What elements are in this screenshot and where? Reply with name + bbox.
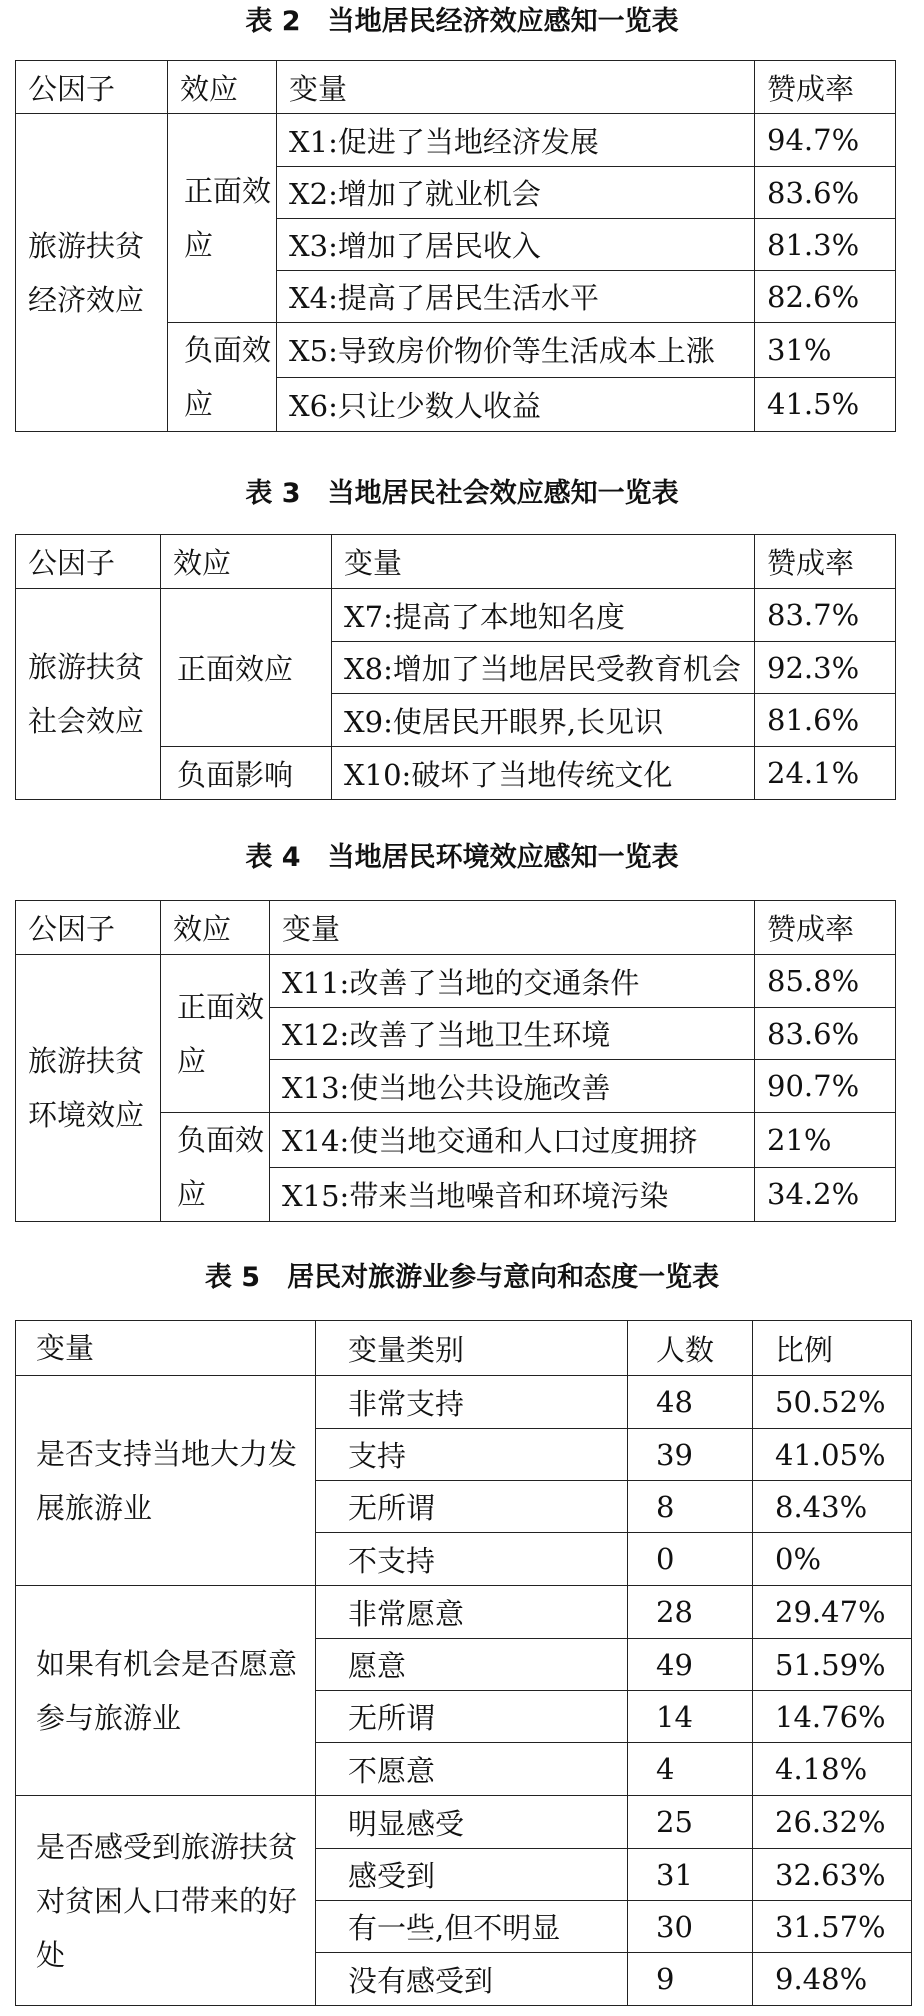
category-cell: 不愿意 (316, 1743, 628, 1796)
table2-header-row (16, 61, 896, 114)
effect-cell: 负面影响 (161, 747, 332, 800)
count-cell: 49 (628, 1639, 753, 1691)
rate-cell: 34.2% (755, 1167, 896, 1222)
header-count: 人数 (628, 1321, 753, 1376)
effect-cell: 负面效应 (168, 323, 277, 432)
rate-cell: 92.3% (755, 642, 896, 694)
ratio-cell: 4.18% (753, 1743, 912, 1796)
count-cell: 39 (628, 1429, 753, 1481)
ratio-cell: 0% (753, 1533, 912, 1586)
rate-cell: 21% (755, 1113, 896, 1168)
variable-cell: X2:增加了就业机会 (277, 167, 755, 219)
ratio-cell: 29.47% (753, 1586, 912, 1639)
category-cell: 无所谓 (316, 1481, 628, 1533)
variable-cell: 是否感受到旅游扶贫对贫困人口带来的好处 (16, 1796, 316, 2006)
category-cell: 没有感受到 (316, 1953, 628, 2006)
ratio-cell: 51.59% (753, 1639, 912, 1691)
ratio-cell: 31.57% (753, 1901, 912, 1953)
table-row (16, 589, 896, 642)
factor-cell: 旅游扶贫环境效应 (16, 955, 161, 1222)
header-effect: 效应 (161, 535, 332, 589)
header-rate: 赞成率 (755, 61, 896, 114)
count-cell: 28 (628, 1586, 753, 1639)
table3-header-row (16, 535, 896, 589)
variable-cell: X13:使当地公共设施改善 (270, 1060, 755, 1113)
effect-cell: 正面效应 (168, 114, 277, 323)
category-cell: 不支持 (316, 1533, 628, 1586)
header-variable: 变量 (16, 1321, 316, 1376)
count-cell: 48 (628, 1376, 753, 1429)
category-cell: 支持 (316, 1429, 628, 1481)
rate-cell: 24.1% (755, 747, 896, 800)
header-rate: 赞成率 (755, 535, 896, 589)
table4 (15, 900, 896, 1222)
header-effect: 效应 (161, 901, 270, 955)
rate-cell: 81.3% (755, 219, 896, 271)
rate-cell: 31% (755, 323, 896, 378)
rate-cell: 85.8% (755, 955, 896, 1008)
header-variable: 变量 (277, 61, 755, 114)
variable-cell: X14:使当地交通和人口过度拥挤 (270, 1113, 755, 1168)
effect-cell: 负面效应 (161, 1113, 270, 1222)
variable-cell: X4:提高了居民生活水平 (277, 271, 755, 323)
count-cell: 14 (628, 1691, 753, 1743)
count-cell: 25 (628, 1796, 753, 1849)
category-cell: 非常愿意 (316, 1586, 628, 1639)
table5 (15, 1320, 912, 2006)
category-cell: 感受到 (316, 1849, 628, 1901)
ratio-cell: 32.63% (753, 1849, 912, 1901)
variable-cell: X11:改善了当地的交通条件 (270, 955, 755, 1008)
header-factor: 公因子 (16, 901, 161, 955)
table-row (16, 1586, 912, 1639)
header-effect: 效应 (168, 61, 277, 114)
table-row (16, 1796, 912, 1849)
factor-cell: 旅游扶贫社会效应 (16, 589, 161, 800)
count-cell: 8 (628, 1481, 753, 1533)
variable-cell: 是否支持当地大力发展旅游业 (16, 1376, 316, 1586)
header-factor: 公因子 (16, 535, 161, 589)
table3 (15, 534, 896, 800)
effect-cell: 正面效应 (161, 589, 332, 747)
table-row (16, 1376, 912, 1429)
rate-cell: 41.5% (755, 377, 896, 432)
header-ratio: 比例 (753, 1321, 912, 1376)
ratio-cell: 41.05% (753, 1429, 912, 1481)
count-cell: 4 (628, 1743, 753, 1796)
table3-caption: 表 3 当地居民社会效应感知一览表 (245, 478, 679, 509)
table2 (15, 60, 896, 432)
rate-cell: 82.6% (755, 271, 896, 323)
ratio-cell: 26.32% (753, 1796, 912, 1849)
variable-cell: X15:带来当地噪音和环境污染 (270, 1167, 755, 1222)
ratio-cell: 9.48% (753, 1953, 912, 2006)
table5-header-row (16, 1321, 912, 1376)
table-row (16, 955, 896, 1008)
factor-cell: 旅游扶贫经济效应 (16, 114, 168, 432)
header-rate: 赞成率 (755, 901, 896, 955)
variable-cell: X12:改善了当地卫生环境 (270, 1008, 755, 1060)
table2-caption: 表 2 当地居民经济效应感知一览表 (245, 6, 679, 37)
rate-cell: 90.7% (755, 1060, 896, 1113)
category-cell: 无所谓 (316, 1691, 628, 1743)
rate-cell: 94.7% (755, 114, 896, 167)
ratio-cell: 8.43% (753, 1481, 912, 1533)
variable-cell: X1:促进了当地经济发展 (277, 114, 755, 167)
count-cell: 9 (628, 1953, 753, 2006)
variable-cell: X3:增加了居民收入 (277, 219, 755, 271)
variable-cell: X5:导致房价物价等生活成本上涨 (277, 323, 755, 378)
variable-cell: X6:只让少数人收益 (277, 377, 755, 432)
count-cell: 31 (628, 1849, 753, 1901)
rate-cell: 83.6% (755, 167, 896, 219)
table4-header-row (16, 901, 896, 955)
count-cell: 0 (628, 1533, 753, 1586)
variable-cell: X8:增加了当地居民受教育机会 (332, 642, 755, 694)
header-variable: 变量 (270, 901, 755, 955)
rate-cell: 81.6% (755, 694, 896, 747)
category-cell: 明显感受 (316, 1796, 628, 1849)
count-cell: 30 (628, 1901, 753, 1953)
ratio-cell: 50.52% (753, 1376, 912, 1429)
category-cell: 有一些,但不明显 (316, 1901, 628, 1953)
variable-cell: X7:提高了本地知名度 (332, 589, 755, 642)
header-variable: 变量 (332, 535, 755, 589)
variable-cell: X9:使居民开眼界,长见识 (332, 694, 755, 747)
category-cell: 愿意 (316, 1639, 628, 1691)
table-row (16, 114, 896, 167)
header-category: 变量类别 (316, 1321, 628, 1376)
variable-cell: 如果有机会是否愿意参与旅游业 (16, 1586, 316, 1796)
variable-cell: X10:破坏了当地传统文化 (332, 747, 755, 800)
table4-caption: 表 4 当地居民环境效应感知一览表 (245, 842, 679, 873)
header-factor: 公因子 (16, 61, 168, 114)
category-cell: 非常支持 (316, 1376, 628, 1429)
rate-cell: 83.7% (755, 589, 896, 642)
effect-cell: 正面效应 (161, 955, 270, 1113)
ratio-cell: 14.76% (753, 1691, 912, 1743)
table5-caption: 表 5 居民对旅游业参与意向和态度一览表 (204, 1262, 720, 1293)
rate-cell: 83.6% (755, 1008, 896, 1060)
